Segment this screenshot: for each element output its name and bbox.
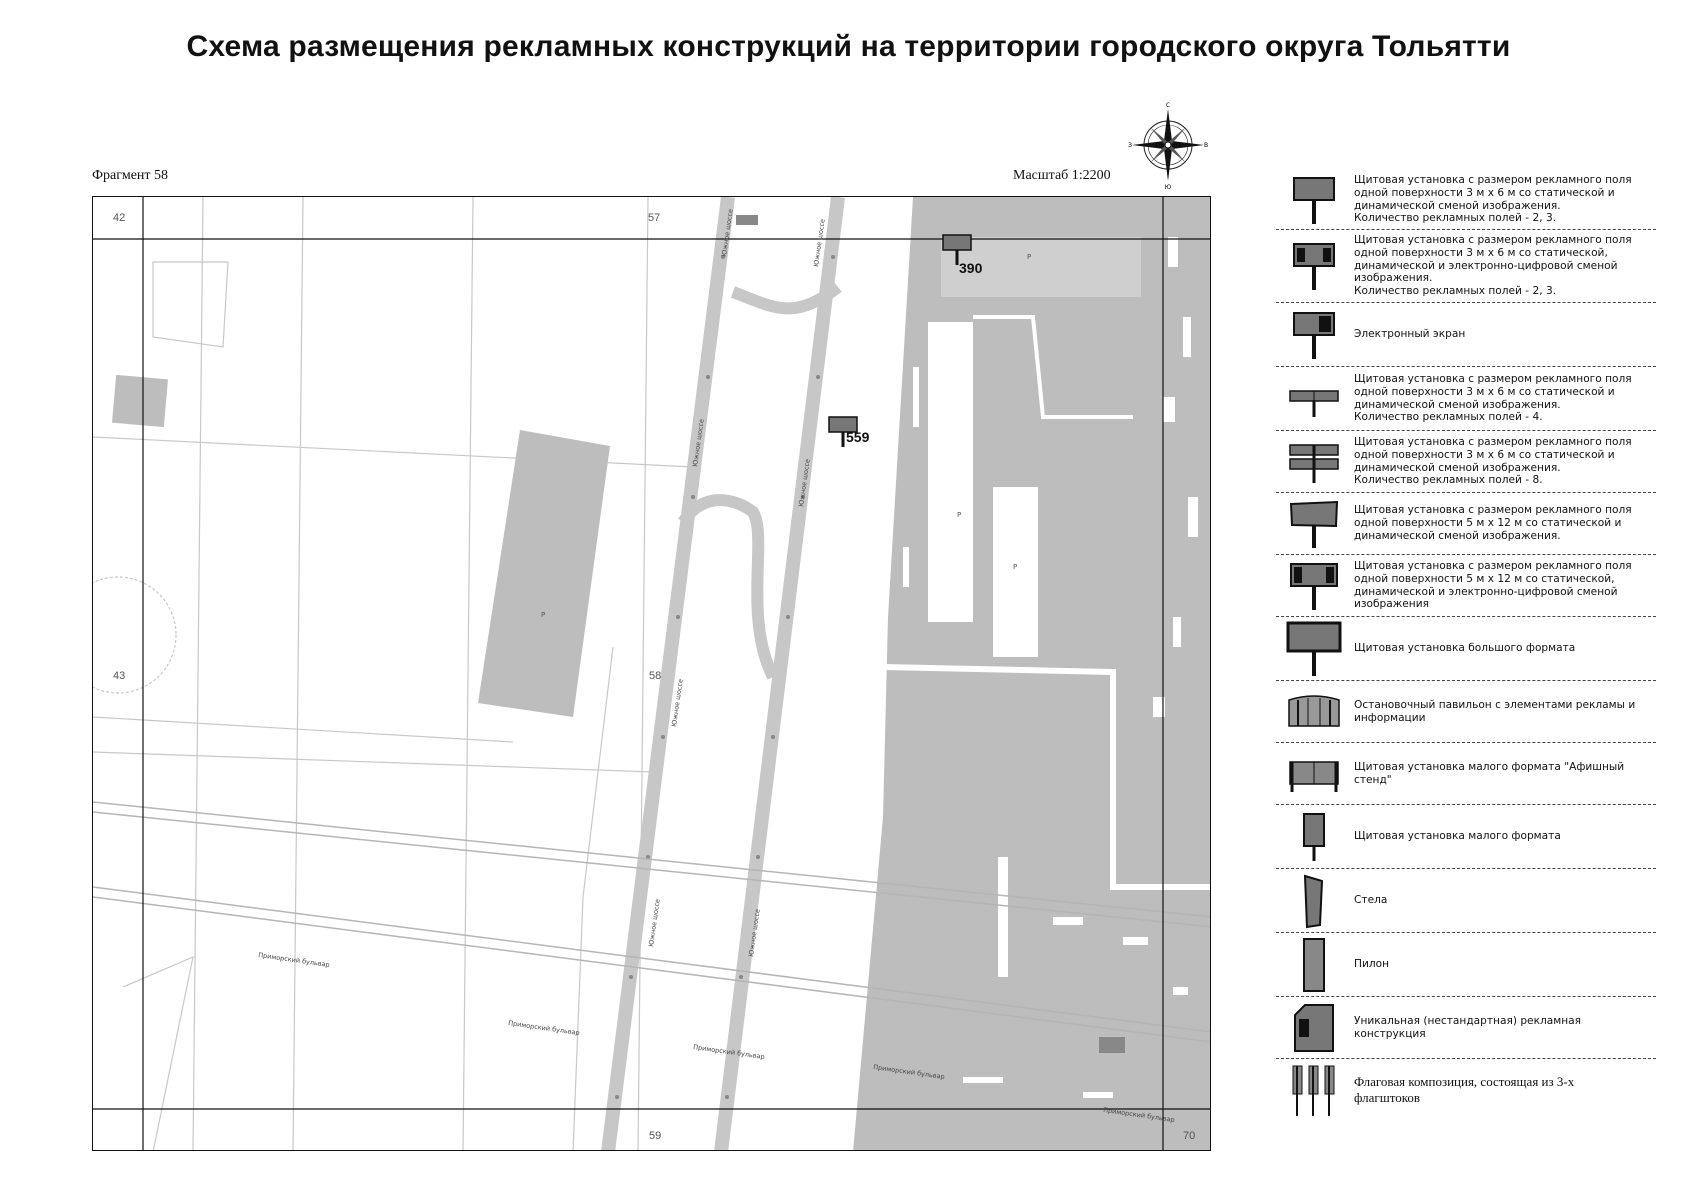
legend-text-11: Стела <box>1354 894 1388 907</box>
street-label-yuzh-1: Южное шоссе <box>720 208 735 258</box>
legend-item-bus-stop <box>1276 681 1656 743</box>
legend-text-8: Остановочный павильон с элементами рекламы и информации <box>1354 698 1636 724</box>
legend-text-6: Щитовая установка с размером рекламного поля одной поверхности 5 м х 12 м со статической, динамической и электронно-цифровой сменой изображения <box>1354 559 1632 611</box>
street-label-yuzh-5: Южное шоссе <box>670 678 685 728</box>
map-frame[interactable] <box>92 196 1211 1151</box>
legend-text-14: Флаговая композиция, состоящая из 3-х флагштоков <box>1354 1074 1575 1105</box>
legend-text-7: Щитовая установка большого формата <box>1354 642 1576 655</box>
compass-s: Ю <box>1164 184 1172 190</box>
road-centerline-dots <box>615 255 835 1099</box>
parking-label-3: Р <box>1013 563 1018 571</box>
urban-block-area <box>853 197 1211 1151</box>
grid-number-bottom: 59 <box>649 1130 662 1142</box>
legend-item-poster-stand <box>1276 743 1656 805</box>
billboard-3x6-digital-icon <box>1291 240 1337 292</box>
compass-rose-icon <box>1128 100 1208 190</box>
street-label-yuzh-4: Южное шоссе <box>797 458 812 508</box>
legend-item-billboard-large <box>1276 617 1656 681</box>
billboard-3x6-icon <box>1291 174 1337 226</box>
street-label-bulvar-5: Приморский бульвар <box>1102 1106 1176 1125</box>
marker-390-label: 390 <box>959 260 983 276</box>
legend-item-billboard-3x6 <box>1276 170 1656 230</box>
parking-label-1: Р <box>1027 253 1032 261</box>
legend-text-9: Щитовая установка малого формата "Афишный стенд" <box>1354 760 1625 786</box>
legend-text-10: Щитовая установка малого формата <box>1354 830 1561 843</box>
fragment-label: Фрагмент 58 <box>92 168 169 183</box>
billboard-large-icon <box>1285 620 1343 678</box>
legend-text-5: Щитовая установка с размером рекламного поля одной поверхности 5 м х 12 м со статической и динамической сменой изображения. <box>1354 504 1632 542</box>
pylon-icon <box>1294 936 1334 994</box>
street-label-yuzh-6: Южное шоссе <box>647 898 662 948</box>
large-building <box>478 430 610 717</box>
legend-item-unique-construction <box>1276 997 1656 1059</box>
scale-label: Масштаб 1:2200 <box>1013 168 1111 183</box>
grid-number-mid: 58 <box>649 670 662 682</box>
legend-text-4: Щитовая установка с размером рекламного поля одной поверхности 3 м х 6 м со статической и динамической сменой изображения. Количество рекламных полей - 8. <box>1354 435 1632 487</box>
grid-number-top: 57 <box>648 212 661 224</box>
marker-559-label: 559 <box>846 429 870 445</box>
flag-composition-icon <box>1289 1062 1339 1118</box>
bus-stop-pavilion-icon <box>1286 692 1342 732</box>
minor-sign-top <box>736 215 758 225</box>
parking-label-2: Р <box>957 511 962 519</box>
legend-item-pylon <box>1276 933 1656 997</box>
map-canvas[interactable] <box>93 197 1211 1151</box>
small-billboard-icon <box>1294 811 1334 863</box>
legend-item-flag-composition <box>1276 1059 1656 1121</box>
legend-text-1: Щитовая установка с размером рекламного поля одной поверхности 3 м х 6 м со статической, динамической и электронно-цифровой сменой изображения. Количество рекламных полей - 2, 3. <box>1354 234 1632 298</box>
legend-item-billboard-5x12-digital <box>1276 555 1656 617</box>
street-label-bulvar-1: Приморский бульвар <box>257 951 331 970</box>
legend-panel <box>1276 170 1656 1121</box>
parcel-lines <box>93 197 693 1151</box>
billboard-4-fields-icon <box>1288 379 1340 419</box>
legend-text-2: Электронный экран <box>1354 328 1466 341</box>
unique-construction-icon <box>1291 1001 1337 1055</box>
legend-item-billboard-5x12 <box>1276 493 1656 555</box>
legend-text-0: Щитовая установка с размером рекламного поля одной поверхности 3 м х 6 м со статической и динамической сменой изображения. Количество рекламных полей - 2, 3. <box>1354 173 1632 225</box>
legend-item-billboard-4-fields <box>1276 367 1656 431</box>
billboard-5x12-icon <box>1288 498 1340 550</box>
legend-item-stele <box>1276 869 1656 933</box>
parking-label-4: Р <box>541 611 546 619</box>
street-label-yuzh-3: Южное шоссе <box>812 218 827 268</box>
legend-item-billboard-8-fields <box>1276 431 1656 493</box>
compass-w: З <box>1128 142 1132 149</box>
street-label-yuzh-2: Южное шоссе <box>691 418 706 468</box>
billboard-8-fields-icon <box>1288 439 1340 485</box>
grid-number-br: 70 <box>1183 1130 1196 1142</box>
street-label-yuzh-7: Южное шоссе <box>747 908 762 958</box>
marker-559-billboard-icon[interactable] <box>829 417 870 447</box>
compass-e: В <box>1203 142 1208 149</box>
street-label-bulvar-4: Приморский бульвар <box>872 1063 946 1082</box>
legend-text-12: Пилон <box>1354 958 1390 971</box>
legend-item-billboard-3x6-digital <box>1276 230 1656 303</box>
legend-item-electronic-screen <box>1276 303 1656 367</box>
minor-sign-bottom <box>1099 1037 1125 1053</box>
poster-stand-icon <box>1286 754 1342 794</box>
grid-number-left: 43 <box>113 670 126 682</box>
legend-item-small-billboard <box>1276 805 1656 869</box>
billboard-5x12-digital-icon <box>1288 560 1340 612</box>
legend-text-13: Уникальная (нестандартная) рекламная конструкция <box>1354 1014 1582 1040</box>
legend-text-3: Щитовая установка с размером рекламного поля одной поверхности 3 м х 6 м со статической и динамической сменой изображения. Количество рекламных полей - 4. <box>1354 372 1632 424</box>
stele-icon <box>1294 873 1334 929</box>
small-building <box>112 375 168 427</box>
electronic-screen-icon <box>1291 309 1337 361</box>
compass-n: С <box>1165 102 1171 109</box>
page-title: Схема размещения рекламных конструкций на территории городского округа Тольятти <box>186 30 1511 63</box>
street-label-bulvar-2: Приморский бульвар <box>507 1019 581 1038</box>
grid-number-tl: 42 <box>113 212 126 224</box>
street-label-bulvar-3: Приморский бульвар <box>692 1043 766 1062</box>
